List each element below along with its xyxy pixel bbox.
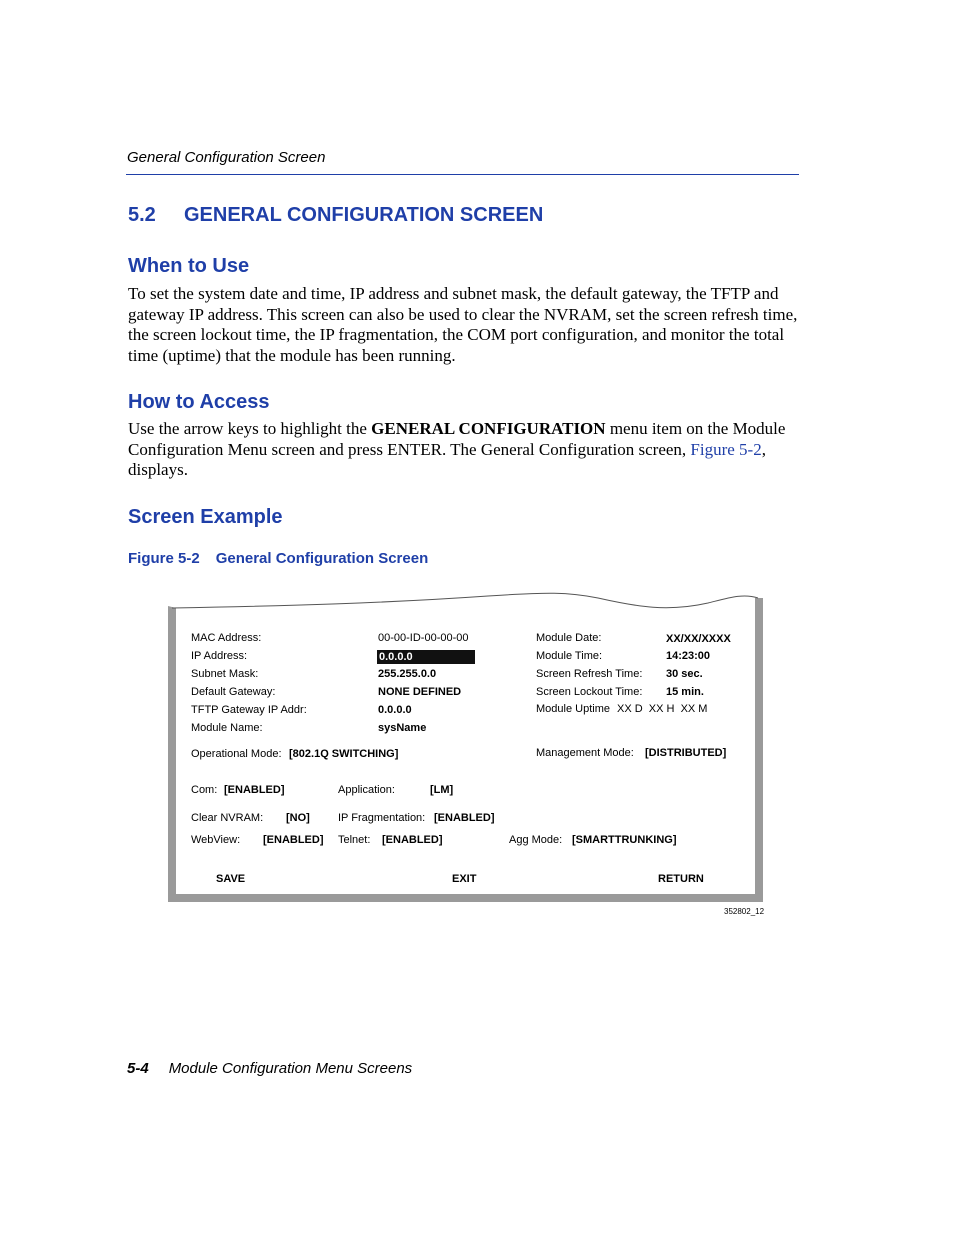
module-time-field[interactable]: 14:23:00 xyxy=(666,650,711,662)
default-gateway-field[interactable]: NONE DEFINED xyxy=(378,686,462,698)
how-text-part: , displays. xyxy=(128,439,766,479)
figure-number: Figure 5-2 xyxy=(128,550,200,567)
running-header: General Configuration Screen xyxy=(127,149,326,166)
page-number: 5-4 xyxy=(127,1060,149,1077)
module-time-label: Module Time: xyxy=(536,650,603,662)
agg-mode-label: Agg Mode: xyxy=(509,834,563,846)
ip-fragmentation-label: IP Fragmentation: xyxy=(338,812,426,824)
when-to-use-text: To set the system date and time, IP address and subnet mask, the default gateway, the TFTP and gateway IP address. This screen can also be used to clear the NVRAM, set the screen refresh time, the screen lockout time, the IP fragmentation, the COM port configuration, and monitor the total time (uptime) that the module has been running. xyxy=(128,284,798,365)
agg-mode-field[interactable]: [SMARTTRUNKING] xyxy=(572,834,677,846)
management-mode-field[interactable]: [DISTRIBUTED] xyxy=(645,747,727,759)
figure-title: General Configuration Screen xyxy=(215,550,429,567)
how-to-access-heading: How to Access xyxy=(128,391,270,413)
page-footer xyxy=(127,1060,412,1077)
ip-address-label: IP Address: xyxy=(191,650,248,662)
tftp-gateway-field[interactable]: 0.0.0.0 xyxy=(378,704,412,716)
module-uptime-value: XX D XX H XX M xyxy=(617,703,708,715)
figure-caption xyxy=(128,550,428,567)
how-to-access-text xyxy=(128,419,800,481)
module-name-label: Module Name: xyxy=(191,722,263,734)
module-date-field[interactable]: XX/XX/XXXX xyxy=(666,633,731,645)
return-command[interactable]: RETURN xyxy=(658,873,704,885)
webview-field[interactable]: [ENABLED] xyxy=(263,834,324,846)
module-uptime-label: Module Uptime xyxy=(536,703,610,715)
lockout-time-field[interactable]: 15 min. xyxy=(666,686,704,698)
operational-mode-label: Operational Mode: xyxy=(191,748,282,760)
save-command[interactable]: SAVE xyxy=(216,873,246,885)
section-title-text: GENERAL CONFIGURATION SCREEN xyxy=(184,204,544,226)
how-text-part: Use the arrow keys to highlight the xyxy=(128,419,372,438)
operational-mode-field[interactable]: [802.1Q SWITCHING] xyxy=(289,748,399,760)
telnet-label: Telnet: xyxy=(338,834,371,846)
section-number: 5.2 xyxy=(128,204,156,226)
webview-label: WebView: xyxy=(191,834,241,846)
when-to-use-heading: When to Use xyxy=(128,255,250,277)
telnet-field[interactable]: [ENABLED] xyxy=(382,834,443,846)
clear-nvram-label: Clear NVRAM: xyxy=(191,812,264,824)
clear-nvram-field[interactable]: [NO] xyxy=(286,812,310,824)
refresh-time-field[interactable]: 30 sec. xyxy=(666,668,703,680)
com-field[interactable]: [ENABLED] xyxy=(224,784,285,796)
mac-address-value: 00-00-ID-00-00-00 xyxy=(378,632,469,644)
module-name-field[interactable]: sysName xyxy=(378,722,427,734)
footer-title: Module Configuration Menu Screens xyxy=(168,1060,413,1077)
application-field[interactable]: [LM] xyxy=(430,784,454,796)
subnet-mask-label: Subnet Mask: xyxy=(191,668,259,680)
ip-fragmentation-field[interactable]: [ENABLED] xyxy=(434,812,495,824)
header-rule xyxy=(126,174,799,175)
terminal-screen-figure xyxy=(168,590,764,904)
figure-link[interactable]: Figure 5-2 xyxy=(690,439,762,459)
section-title xyxy=(128,204,543,227)
tftp-gateway-label: TFTP Gateway IP Addr: xyxy=(191,704,307,716)
how-text-part: menu item on the Module Configuration Menu screen and press ENTER. The General Configuration screen, xyxy=(128,419,786,459)
screen-example-heading: Screen Example xyxy=(128,506,283,528)
torn-edge xyxy=(172,593,758,608)
subnet-mask-field[interactable]: 255.255.0.0 xyxy=(378,668,437,680)
ip-address-field[interactable]: 0.0.0.0 xyxy=(379,651,413,663)
management-mode-label: Management Mode: xyxy=(536,747,634,759)
menu-item-name: GENERAL CONFIGURATION xyxy=(371,419,606,438)
com-label: Com: xyxy=(191,784,218,796)
module-date-label: Module Date: xyxy=(536,632,602,644)
exit-command[interactable]: EXIT xyxy=(452,873,477,885)
lockout-time-label: Screen Lockout Time: xyxy=(536,686,643,698)
application-label: Application: xyxy=(338,784,395,796)
refresh-time-label: Screen Refresh Time: xyxy=(536,668,643,680)
default-gateway-label: Default Gateway: xyxy=(191,686,276,698)
figure-id: 352802_12 xyxy=(724,907,765,916)
mac-address-label: MAC Address: xyxy=(191,632,262,644)
